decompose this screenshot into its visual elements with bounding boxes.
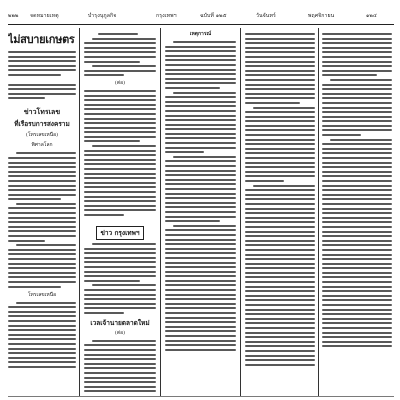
place-name: พิศาลโลก [31,142,53,149]
column-4 [245,30,315,395]
column-2 [84,30,156,395]
column-divider-4 [318,28,319,396]
paper-name: จดหมายเหตุ [30,13,59,19]
section-subtitle: ที่เรือรบการสงคราม [14,120,70,129]
year: ๑๒๔ [366,13,377,19]
page-number: ๒๒๒ [8,13,19,19]
date-month: พฤศจิกายน [308,13,335,19]
section-title: ข่าวโทรเลข [23,107,61,117]
column-1 [8,30,76,395]
bottom-label: โทรเลขเหนือ [27,291,57,298]
publisher-name: บำรุงนุกูลกิจ [88,13,117,19]
column-3-title: เหตุการณ์ [189,31,212,37]
edition-number: ฉบับที่ ๑๒๕ [200,13,227,19]
date-day: วันจันทร์ [256,13,276,19]
city-name: กรุงเทพฯ [156,13,177,19]
column-5 [322,30,392,395]
column-3 [165,30,236,395]
bottom-title: เวลเจ้านายตลาดใหม่ [90,318,150,327]
column-divider-1 [79,28,80,396]
news-section-title: ข่าว กรุงเทพฯ [96,226,143,240]
header-rule [8,24,394,25]
bottom-subtitle: (ต่อ) [114,329,126,336]
mid-label: (ต่อ) [114,79,126,86]
section-note: (โทรเลขเหนือ) [25,132,59,139]
masthead-title: ไม่สบายเกษตร [8,33,75,46]
column-divider-2 [160,28,161,396]
column-divider-3 [240,28,241,396]
page-header [8,12,392,22]
footer-rule [8,396,394,397]
